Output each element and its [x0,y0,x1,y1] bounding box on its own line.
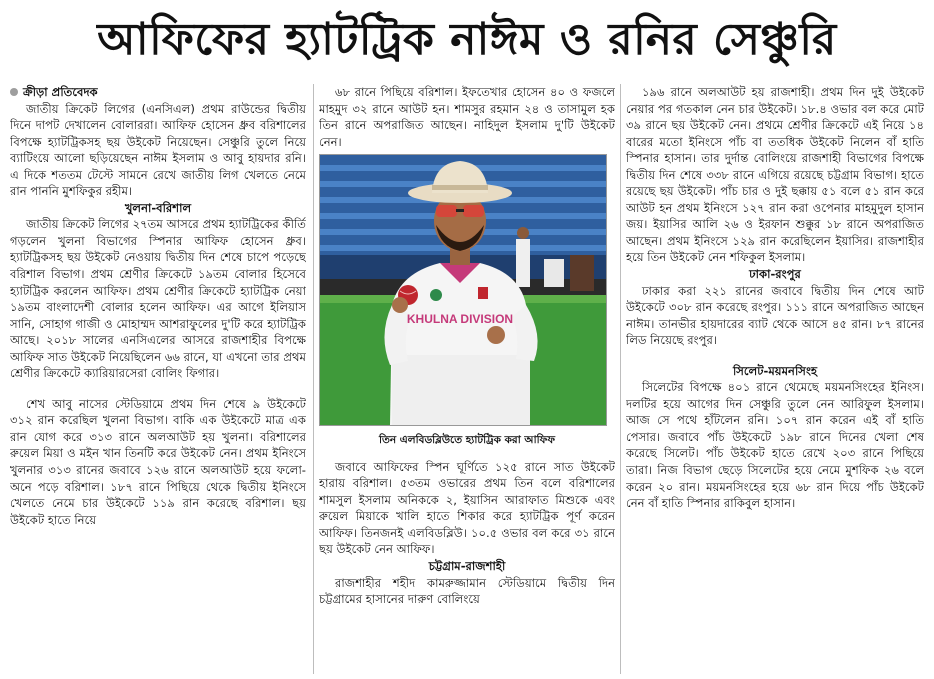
subheading-khulna-barishal: খুলনা-বরিশাল [124,200,192,215]
article-column-2 [319,84,615,676]
paragraph: শেখ আবু নাসের স্টেডিয়ামে প্রথম দিন শেষে ৯ উইকেটে ৩১২ রান করেছিল খুলনা বিভাগ। বাকি এক উইকেটে মাত্র এক রান যোগ করে ৩১৩ রানে অলআউট হয় খুলনা। বরিশালের রুয়েল মিয়া ও মইন খান তিনটি করে উইকেট নেন। প্রথম ইনিংসে খুলনার ৩১৩ রানের জবাবে ১২৬ রানে অলআউট হয়ে ফলো-অনে পড়ে বরিশাল। ১৮৭ রানে পিছিয়ে থেকে দ্বিতীয় ইনিংসে খেলতে নেমে চার উইকেটে ১১৯ রান করেছে বরিশাল। ছয় উইকেট হাতে নিয়ে [10,396,306,527]
paragraph: জাতীয় ক্রিকেট লিগের ২৭তম আসরে প্রথম হ্যাটট্রিকের কীর্তি গড়লেন খুলনা বিভাগের স্পিনার আফিফ হোসেন ধ্রুব। হ্যাটট্রিকসহ ছয় উইকেট নেওয়ায় দ্বিতীয় দিন শেষে চাপে পড়েছে বরিশাল বিভাগ। প্রথম শ্রেণীর ক্রিকেটে ১৯তম বোলার হিসেবে হ্যাটট্রিক করলেন আফিফ। প্রথম শ্রেণীর ক্রিকেটে হ্যাটট্রিক নেয়া ১৯তম বাংলাদেশী বোলার হলেন আফিফ। এর আগে ইলিয়াস সানি, সোহাগ গাজী ও মোহাম্মদ আশরাফুলের দু'টি করে হ্যাটট্রিক আছে। ২০১৮ সালের এনসিএলের আসরে রাজশাহীর বিপক্ষে আফিফ সাত উইকেট নিয়েছিলেন ৬৬ রানে, যা এখনো তার প্রথম শ্রেণীর ক্রিকেটে ক্যারিয়ারসেরা বোলিং ফিগার। [10,217,306,381]
byline-text: ক্রীড়া প্রতিবেদক [23,85,98,99]
paragraph: জবাবে আফিফের স্পিন ঘূর্ণিতে ১২৫ রানে সাত উইকেট হারায় বরিশাল। ৫৩তম ওভারের প্রথম তিন বলে বরিশালের শামসুল ইসলাম অনিককে ২, ইয়াসিন আরাফাত মিশুকে এবং রুয়েল মিয়াকে খালি হাতে শিকার করে হ্যাটট্রিক পূর্ণ করেন আফিফ। তিনজনই এলবিডব্লিউ। ১০.৫ ওভার বল করে ৩১ রানে ছয় উইকেট নেন আফিফ। [319,459,615,557]
byline [10,84,306,101]
headline: আফিফের হ্যাটট্রিক নাঈম ও রনির সেঞ্চুরি [97,14,837,65]
subheading-sylhet-mymensingh: সিলেট-ময়মনসিংহ [732,363,818,378]
article-column-3 [626,84,924,676]
paragraph: ১৯৬ রানে অলআউট হয় রাজশাহী। প্রথম দিন দুই উইকেট নেয়ার পর গতকাল নেন চার উইকেট। ১৮.৪ ওভার বল করে মোট ৩৯ রানে ছয় উইকেট নেন। প্রথমে শ্রেণীর ক্রিকেটে এই নিয়ে ১৪ বারের মতো ইনিংসে পাঁচ বা ততধিক উইকেট নিলেন বাঁ হাতি স্পিনার হাসান। তার দুর্দান্ত বোলিংয়ে রাজশাহী বিভাগের বিপক্ষে দ্বিতীয় দিন শেষে ৩৩৮ রানে এগিয়ে রয়েছে চট্টগ্রাম বিভাগ। হাতে রয়েছে ছয় উইকেট। পাঁচ চার ও দুই ছক্কায় ৫১ বলে ৫১ রান করে আউট হন প্রথম ইনিংসে ১২৭ রান করা ওপেনার মাহমুদুল হাসান জয়। ইয়াসির আলি ২৬ ও ইরফান শুক্কুর ১৮ রানে অপরাজিত আছেন। প্রথম ইনিংসে ১২৯ রান করেছিলেন ইয়াসির। রাজশাহীর হয়ে তিন উইকেট নেন শফিকুল ইসলাম। [626,85,924,265]
paragraph: ৬৮ রানে পিছিয়ে বরিশাল। ইফতেখার হোসেন ৪০ ও ফজলে মাহমুদ ৩২ রানে আউট হন। শামসুর রহমান ২৪ ও তাসামুল হক তিন রানে অপরাজিত আছেন। নাহিদুল ইসলাম দু'টি উইকেট নেন। [319,85,615,149]
photo-caption: তিন এলবিডব্লিউতে হ্যাটট্রিক করা আফিফ [378,434,555,447]
shirt-text: KHULNA DIVISION [406,312,514,327]
article-column-1 [10,84,306,676]
paragraph: রাজশাহীর শহীদ কামরুজ্জামান স্টেডিয়ামে দ্বিতীয় দিন চট্টগ্রামের হাসানের দারুণ বোলিংয়ে [319,575,615,607]
subheading-chattogram-rajshahi: চট্টগ্রাম-রাজশাহী [428,559,506,574]
paragraph: ঢাকার করা ২২১ রানের জবাবে দ্বিতীয় দিন শেষে আট উইকেটে ৩০৮ রান করেছে রংপুর। ১১১ রানে অপরাজিত আছেন নাঈম। তানভীর হায়দারের ব্যাট থেকে আসে ৪৫ রান। ৮৭ রানের লিড নিয়েছে রংপুর। [626,283,924,348]
column-divider-1 [313,84,314,674]
news-photo-cricketer [319,154,607,426]
column-divider-2 [620,84,621,674]
paragraph: সিলেটের বিপক্ষে ৪০১ রানে থেমেছে ময়মনসিংহের ইনিংস। দলটির হয়ে আগের দিন সেঞ্চুরি তুলে নেন আরিফুল ইসলাম। আজ সে পথে হাঁটলেন রনি। ১০৭ রান করেন এই বাঁ হাতি পেসার। জবাবে পাঁচ উইকেটে ১৯৮ রানে দিনের খেলা শেষ করেছে সিলেট। পাঁচ উইকেট হাতে রেখে ২০৩ রানে পিছিয়ে তারা। নিজ বিভাগ ছেড়ে সিলেটের হয়ে নেমে মুশফিক ২৬ বলে করেন ২০ রান। ময়মনসিংহের হয়ে ৬৮ রান দিয়ে পাঁচ উইকেট নেন বাঁ হাতি স্পিনার রাকিবুল হাসান। [626,380,924,511]
subheading-dhaka-rangpur: ঢাকা-রংপুর [749,267,801,282]
paragraph: জাতীয় ক্রিকেট লিগের (এনসিএল) প্রথম রাউন্ডের দ্বিতীয় দিনে দাপট দেখালেন বোলাররা। আফিফ হোসেন ধ্রুব বরিশালের বিপক্ষে হ্যাটট্রিকসহ ছয় উইকেট নিয়েছেন। সেঞ্চুরি তুলে নিয়ে ব্যাটিংয়ে আলো ছড়িয়েছেন নাঈম ইসলাম ও আবু হায়দার রনি। এ দিকে শততম টেস্টে সামনে রেখে জাতীয় লিগ খেলতে নেমে রান পাননি মুশফিকুর রহীম। [10,101,306,199]
bullet-icon [10,88,18,96]
